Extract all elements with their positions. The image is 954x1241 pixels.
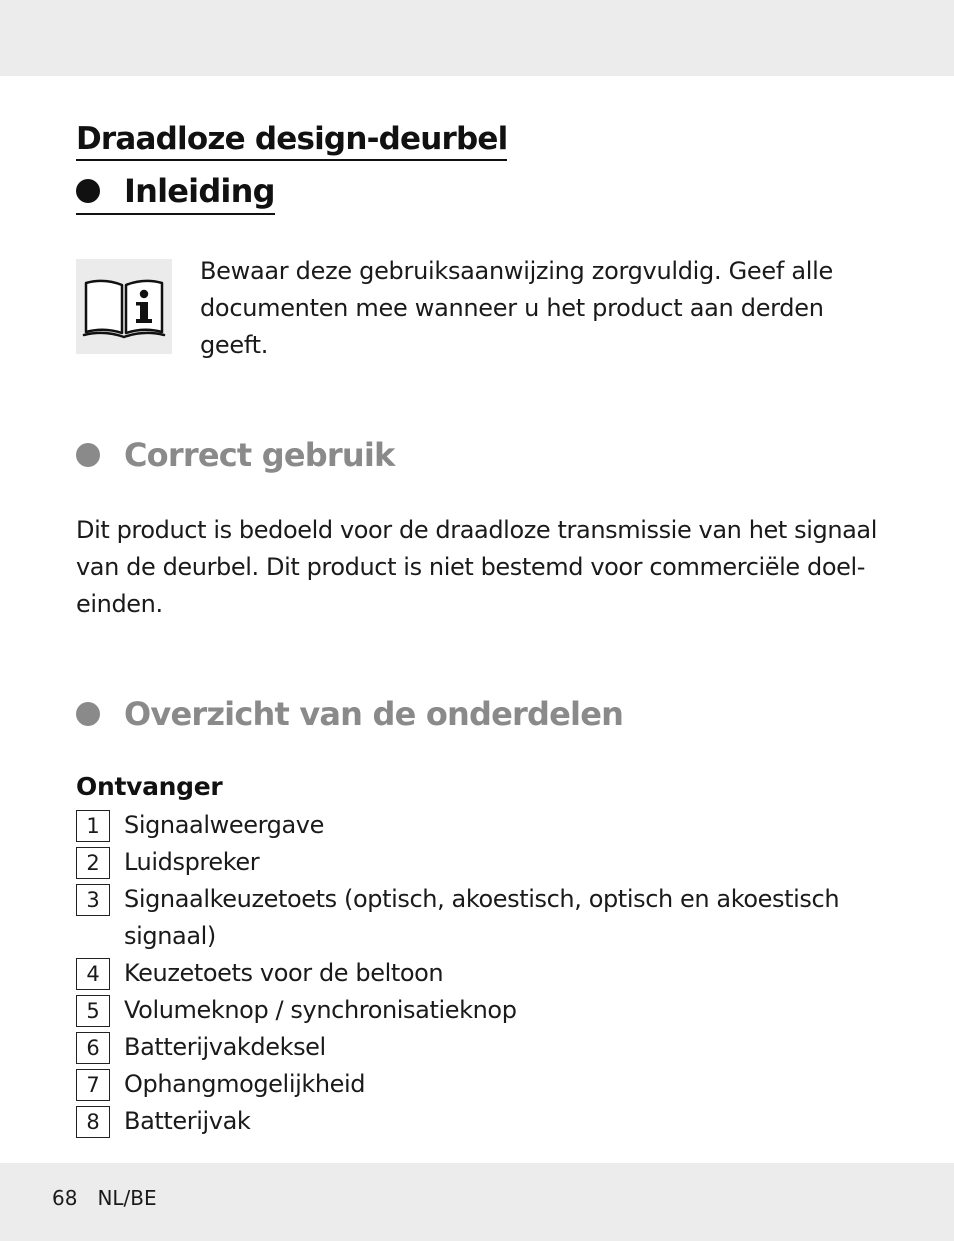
part-label: Signaalkeuzetoets (optisch, akoestisch, optisch en akoestisch signaal) <box>124 885 840 950</box>
part-number-badge: 7 <box>76 1069 110 1101</box>
heading-usage-text: Correct gebruik <box>124 436 395 474</box>
info-book-icon <box>76 259 172 354</box>
list-item <box>76 807 896 844</box>
intro-text: Bewaar deze gebruiksaanwijzing zorgvuldig. Geef alle documenten mee wanneer u het product aan derden geeft. <box>200 257 833 359</box>
part-number-badge: 6 <box>76 1032 110 1064</box>
usage-text: Dit product is bedoeld voor de draadloze transmissie van het signaal van de deurbel. Dit product is niet bestemd voor commerciële doel-einden. <box>76 516 878 618</box>
list-item <box>76 844 896 881</box>
list-item <box>76 881 896 955</box>
bullet-dot <box>76 179 100 203</box>
list-item <box>76 955 896 992</box>
bullet-dot <box>76 443 100 467</box>
part-number-badge: 8 <box>76 1106 110 1138</box>
part-number-badge: 2 <box>76 847 110 879</box>
part-label: Volumeknop / synchronisatieknop <box>124 996 517 1024</box>
heading-intro-text: Inleiding <box>124 172 275 210</box>
part-label: Batterijvak <box>124 1107 251 1135</box>
part-label: Ophangmogelijkheid <box>124 1070 366 1098</box>
part-number-badge: 3 <box>76 884 110 916</box>
list-item <box>76 1103 896 1140</box>
list-item <box>76 1029 896 1066</box>
list-item <box>76 992 896 1029</box>
top-band <box>0 0 954 76</box>
part-label: Luidspreker <box>124 848 260 876</box>
bullet-dot <box>76 702 100 726</box>
part-label: Keuzetoets voor de beltoon <box>124 959 444 987</box>
page-number: 68 <box>52 1186 78 1210</box>
subheading-receiver: Ontvanger <box>76 772 223 801</box>
heading-usage <box>76 436 394 474</box>
locale-label: NL/BE <box>97 1186 157 1210</box>
heading-overview-text: Overzicht van de onderdelen <box>124 695 624 733</box>
part-number-badge: 4 <box>76 958 110 990</box>
part-label: Signaalweergave <box>124 811 324 839</box>
page-footer <box>52 1186 177 1210</box>
heading-intro <box>76 172 275 215</box>
document-title: Draadloze design-deurbel <box>76 121 507 161</box>
part-label: Batterijvakdeksel <box>124 1033 326 1061</box>
part-number-badge: 1 <box>76 810 110 842</box>
part-number-badge: 5 <box>76 995 110 1027</box>
heading-overview <box>76 695 623 733</box>
parts-list <box>76 807 896 1140</box>
list-item <box>76 1066 896 1103</box>
